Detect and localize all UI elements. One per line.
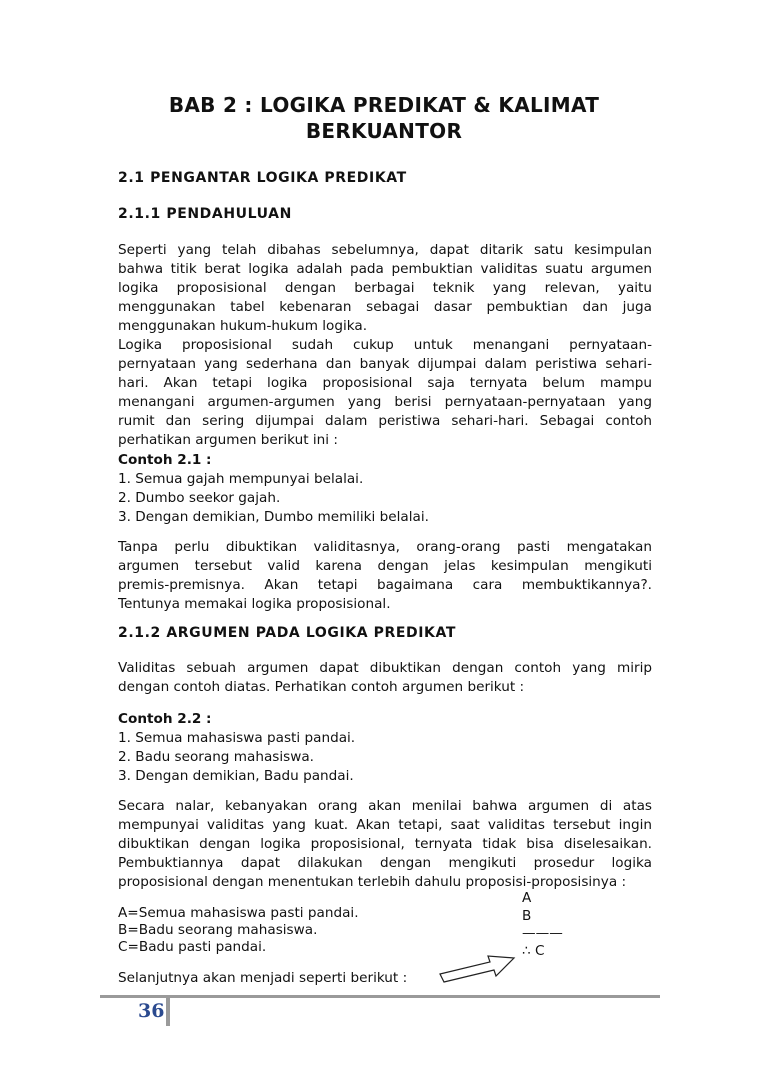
text-line: menangani argumen-argumen yang berisi pernyataan-pernyataan yang — [118, 394, 652, 410]
conclusion: ∴ C — [522, 942, 545, 959]
footer-rule — [100, 995, 660, 998]
paragraph-reasoning — [118, 797, 652, 892]
text-line: pernyataan yang sederhana dan banyak dijumpai dalam peristiwa sehari- — [118, 356, 652, 372]
text-line: Pembuktiannya dapat dilakukan dengan mengikuti prosedur logika — [118, 855, 652, 871]
text-line: Tentunya memakai logika proposisional. — [118, 596, 391, 612]
text-line: mempunyai validitas yang kuat. Akan tetapi, saat validitas tersebut ingin — [118, 817, 652, 833]
example-title: Contoh 2.2 : — [118, 711, 212, 727]
chapter-title-line-2: BERKUANTOR — [305, 119, 463, 143]
list-item: 3. Dengan demikian, Badu pandai. — [118, 768, 354, 784]
text-line: Secara nalar, kebanyakan orang akan menilai bahwa argumen di atas — [118, 798, 652, 814]
definition-c: C=Badu pasti pandai. — [118, 939, 267, 955]
chapter-title-line-1: BAB 2 : LOGIKA PREDIKAT & KALIMAT — [168, 93, 600, 117]
chapter-title — [118, 92, 650, 144]
block-arrow-icon — [438, 950, 518, 986]
example-title: Contoh 2.1 : — [118, 452, 212, 468]
text-line: rumit dan sering dijumpai dalam peristiwa sehari-hari. Sebagai contoh — [118, 413, 652, 429]
text-line: Validitas sebuah argumen dapat dibuktikan dengan contoh yang mirip — [118, 660, 652, 676]
text-line: Logika proposisional sudah cukup untuk menangani pernyataan- — [118, 337, 652, 353]
text-line: dengan contoh diatas. Perhatikan contoh argumen berikut : — [118, 679, 525, 695]
page-number: 36 — [138, 1000, 165, 1022]
text-line: Tanpa perlu dibuktikan validitasnya, orang-orang pasti mengatakan — [118, 539, 652, 555]
section-heading-2-1-1: 2.1.1 PENDAHULUAN — [118, 206, 292, 222]
proposition-definitions — [118, 905, 359, 956]
section-heading-2-1-2: 2.1.2 ARGUMEN PADA LOGIKA PREDIKAT — [118, 625, 456, 641]
premise-a: A — [522, 890, 532, 906]
text-line: Selanjutnya akan menjadi seperti berikut : — [118, 970, 408, 986]
list-item: 2. Dumbo seekor gajah. — [118, 490, 281, 506]
list-item: 2. Badu seorang mahasiswa. — [118, 749, 314, 765]
list-item: 1. Semua gajah mempunyai belalai. — [118, 471, 364, 487]
page-number-divider — [166, 998, 170, 1026]
text-line: bahwa titik berat logika adalah pada pembuktian validitas suatu argumen — [118, 261, 652, 277]
list-item: 1. Semua mahasiswa pasti pandai. — [118, 730, 356, 746]
text-line: menggunakan tabel kebenaran sebagai dasar pembuktian dan juga — [118, 299, 652, 315]
section-heading-2-1: 2.1 PENGANTAR LOGIKA PREDIKAT — [118, 170, 407, 186]
definition-b: B=Badu seorang mahasiswa. — [118, 922, 318, 938]
paragraph-closing — [118, 969, 652, 988]
argument-form — [522, 890, 563, 960]
paragraph-validity — [118, 538, 652, 614]
premise-b: B — [522, 907, 532, 924]
example-2-2 — [118, 710, 355, 786]
inference-rule: ——— — [522, 925, 563, 941]
text-line: dibuktikan dengan logika proposisional, ternyata tidak bisa diselesaikan. — [118, 836, 652, 852]
text-line: menggunakan hukum-hukum logika. — [118, 318, 368, 334]
list-item: 3. Dengan demikian, Dumbo memiliki belalai. — [118, 509, 429, 525]
text-line: proposisional dengan menentukan terlebih dahulu proposisi-proposisinya : — [118, 874, 627, 890]
text-line: premis-premisnya. Akan tetapi bagaimana cara membuktikannya?. — [118, 577, 652, 593]
example-2-1 — [118, 451, 429, 527]
text-line: perhatikan argumen berikut ini : — [118, 432, 338, 448]
paragraph-argument-intro — [118, 659, 652, 697]
text-line: Seperti yang telah dibahas sebelumnya, dapat ditarik satu kesimpulan — [118, 242, 652, 258]
definition-a: A=Semua mahasiswa pasti pandai. — [118, 905, 359, 921]
paragraph-intro — [118, 241, 652, 450]
text-line: hari. Akan tetapi logika proposisional saja ternyata belum mampu — [118, 375, 652, 391]
text-line: logika proposisional dengan berbagai teknik yang relevan, yaitu — [118, 280, 652, 296]
text-line: argumen tersebut valid karena dengan jelas kesimpulan mengikuti — [118, 558, 652, 574]
